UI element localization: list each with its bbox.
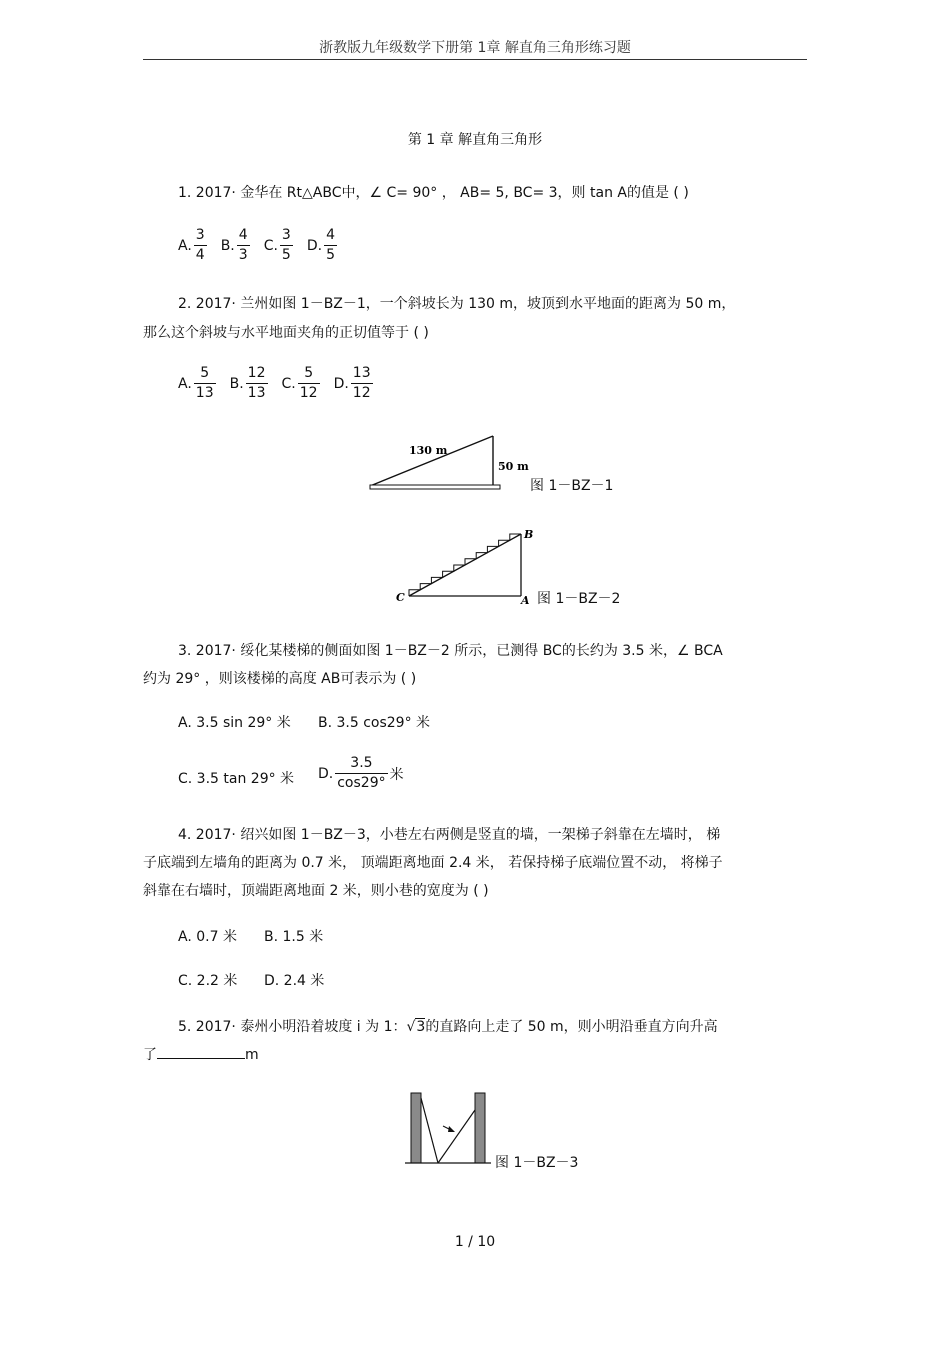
figure-slope [365,430,529,494]
vertex-c-label: C [396,591,405,604]
answer-blank[interactable] [157,1046,245,1059]
q5-line1 [178,1016,718,1036]
option-fraction [324,226,337,265]
fraction-numerator: 5 [298,364,320,384]
fraction-denominator: 12 [299,385,318,401]
option-label: D. [306,237,323,254]
q4-line2: 子底端到左墙角的距离为 0.7 米， 顶端距离地面 2.4 米， 若保持梯子底端位置不动， 将梯子 [143,855,723,871]
q3-option-d-unit: 米 [389,766,404,783]
page-number: 1 / 10 [454,1234,496,1250]
q4-option-a: A. 0.7 米 [178,929,237,945]
option-label: D. [333,375,349,392]
figure1-caption: 图 1－BZ－1 [530,478,614,494]
q5-line2-unit: m [245,1047,259,1063]
arrow-head [448,1126,455,1132]
q1-stem: 1. 2017· 金华在 Rt△ABC中，∠ C= 90° ， AB= 5, BC= 3，则 tan A的值是 ( ) [178,185,689,201]
q3-option-b: B. 3.5 cos29° 米 [318,715,431,731]
fraction-numerator: 12 [246,364,268,384]
q2-options [178,364,387,403]
q5-sqrt-value: 3 [416,1019,426,1035]
option-fraction [237,226,250,265]
chapter-title: 第 1 章 解直角三角形 [407,132,543,148]
vertex-a-label: A [521,594,530,607]
sqrt-sign: √ [406,1019,416,1035]
q4-option-b: B. 1.5 米 [264,929,324,945]
right-wall [475,1093,485,1163]
q3-option-d-label: D. [318,765,334,782]
fraction-numerator: 13 [351,364,373,384]
q5-line1-suffix: 的直路向上走了 50 m，则小明沿垂直方向升高 [425,1019,718,1035]
ladder-left [421,1098,438,1163]
header-divider [143,59,807,60]
option-fraction [246,364,268,403]
q2-line1: 2. 2017· 兰州如图 1－BZ－1，一个斜坡长为 130 m，坡顶到水平地面的距离为 50 m， [178,296,736,312]
q3-option-c: C. 3.5 tan 29° 米 [178,771,295,787]
fraction-numerator: 3 [280,226,293,246]
q2-line2: 那么这个斜坡与水平地面夹角的正切值等于 ( ) [143,325,429,341]
page-header: 浙教版九年级数学下册第 1章 解直角三角形练习题 [319,40,631,56]
fraction-denominator: 3 [238,247,248,263]
fraction-denominator: 4 [195,247,205,263]
option-fraction [194,226,207,265]
q1-options [178,226,351,265]
figure-stairs [393,524,538,606]
ladder-right [438,1110,475,1163]
figure3-caption: 图 1－BZ－3 [495,1155,579,1171]
figure2-caption: 图 1－BZ－2 [537,591,621,607]
fraction-denominator: 13 [247,385,266,401]
q3-option-d-denominator: cos29° [337,775,386,791]
fraction-denominator: 12 [352,385,371,401]
vertex-b-label: B [524,528,534,541]
q3-line1: 3. 2017· 绥化某楼梯的侧面如图 1－BZ－2 所示，已测得 BC的长约为 3.5 米，∠ BCA [178,643,723,659]
q1-option [307,226,339,265]
option-fraction [351,364,373,403]
q1-option [178,226,209,265]
q4-line3: 斜靠在右墙时，顶端距离地面 2 米，则小巷的宽度为 ( ) [143,883,489,899]
q4-option-d: D. 2.4 米 [264,973,325,989]
option-label: C. [263,237,278,254]
q5-line2 [143,1044,259,1064]
option-label: B. [229,375,244,392]
fraction-denominator: 5 [281,247,291,263]
q2-option [178,364,218,403]
fraction-denominator: 5 [326,247,335,263]
q2-option [230,364,270,403]
option-label: C. [281,375,296,392]
q3-line2: 约为 29° ，则该楼梯的高度 AB可表示为 ( ) [143,671,417,687]
q5-line2-prefix: 了 [143,1047,157,1063]
left-wall [411,1093,421,1163]
q3-option-d-numerator: 3.5 [335,754,387,774]
fraction-numerator: 3 [194,226,207,246]
height-label: 50 m [498,460,529,473]
fraction-numerator: 4 [237,226,250,246]
fraction-numerator: 5 [194,364,216,384]
q3-option-a: A. 3.5 sin 29° 米 [178,715,291,731]
fraction-denominator: 13 [195,385,214,401]
fraction-numerator: 4 [324,226,337,246]
ground-base [370,485,500,489]
q3-option-d-fraction [335,754,387,793]
option-label: A. [178,237,192,254]
q2-option [282,364,322,403]
q4-option-c: C. 2.2 米 [178,973,238,989]
q5-line1-prefix: 5. 2017· 泰州小明沿着坡度 i 为 1： [178,1019,407,1035]
option-fraction [280,226,293,265]
option-fraction [194,364,216,403]
slope-label: 130 m [409,444,448,457]
q4-line1: 4. 2017· 绍兴如图 1－BZ－3，小巷左右两侧是竖直的墙，一架梯子斜靠在左墙时， 梯 [178,827,721,843]
option-fraction [298,364,320,403]
q3-option-d [318,754,404,793]
figure-alley [403,1090,493,1166]
option-label: B. [220,237,235,254]
q1-option [264,226,295,265]
q1-option [221,226,252,265]
q2-option [334,364,375,403]
option-label: A. [178,375,192,392]
